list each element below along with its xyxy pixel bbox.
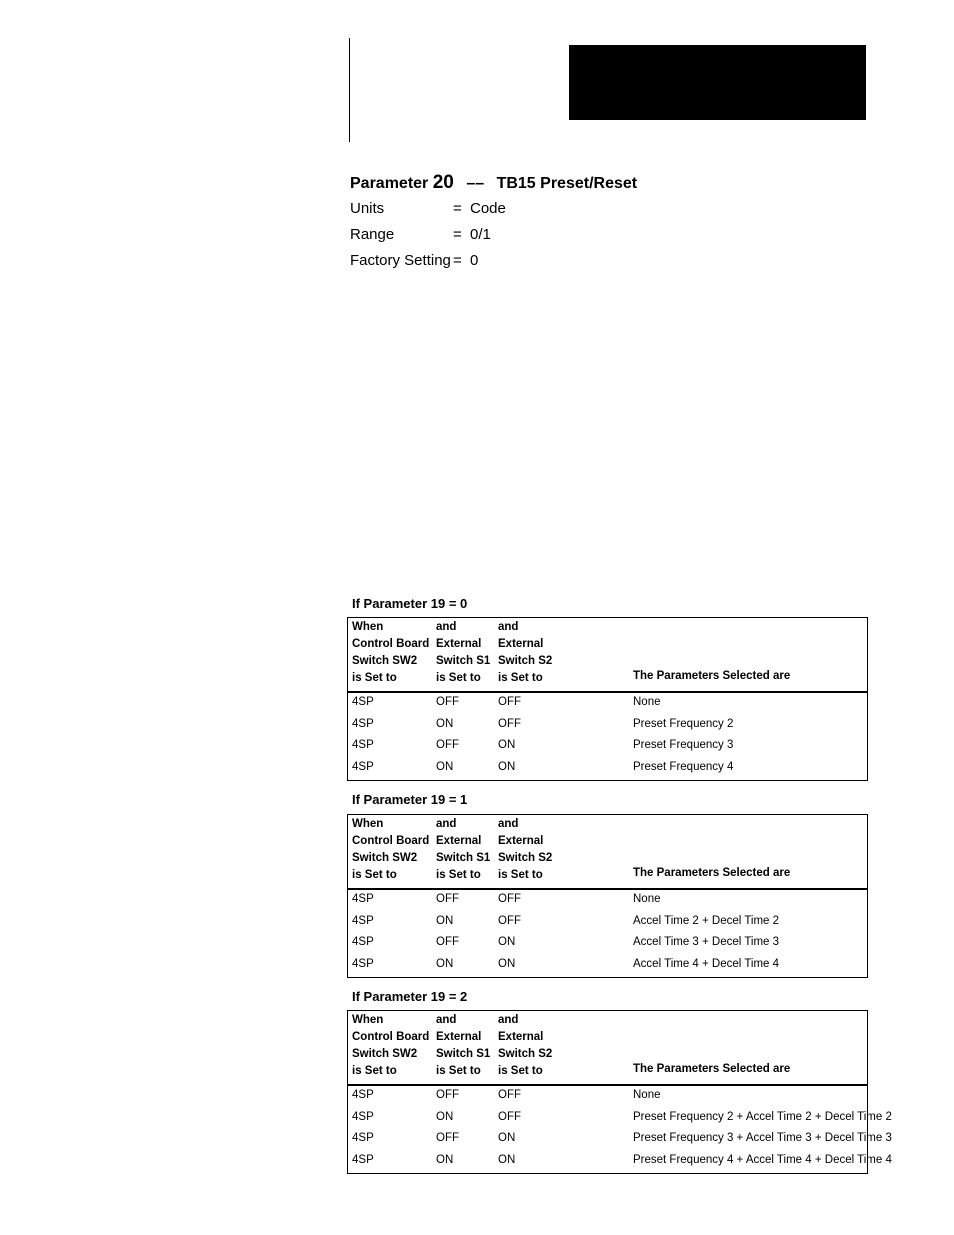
spec-units [350, 200, 506, 217]
parameter-label: Parameter [350, 175, 429, 192]
spec-equals: = [453, 226, 462, 243]
table-row: 4SP OFF OFF None [352, 696, 661, 708]
header-col-s2: and External Switch S2 is Set to [498, 621, 553, 684]
margin-rule [349, 38, 350, 142]
table-row: 4SP OFF ON Preset Frequency 3 [352, 739, 734, 752]
header-col-s1: and External Switch S1 is Set to [436, 818, 491, 881]
table-row: 4SP ON OFF Accel Time 2 + Decel Time 2 [352, 914, 780, 927]
header-col-parameters: The Parameters Selected are [633, 1063, 791, 1075]
table-row: 4SP OFF ON Accel Time 3 + Decel Time 3 [352, 936, 780, 949]
spec-value: 0/1 [470, 226, 491, 243]
table-heading: If Parameter 19 = 2 [352, 989, 468, 1004]
settings-table [347, 1010, 892, 1174]
header-col-s2: and External Switch S2 is Set to [498, 818, 553, 881]
table-row: 4SP ON OFF Preset Frequency 2 + Accel Time 2 + Decel Time 2 [352, 1110, 892, 1123]
header-col-sw2: When Control Board Switch SW2 is Set to [352, 818, 430, 881]
table-header [348, 1011, 867, 1086]
table-row: 4SP OFF OFF None [352, 893, 661, 905]
header-col-parameters: The Parameters Selected are [633, 670, 791, 682]
header-col-s2: and External Switch S2 is Set to [498, 1014, 553, 1077]
spec-label: Units [350, 200, 385, 217]
table-row: 4SP ON ON Preset Frequency 4 [352, 761, 734, 774]
spec-equals: = [453, 200, 462, 217]
header-col-sw2: When Control Board Switch SW2 is Set to [352, 621, 430, 684]
table-row: 4SP ON ON Preset Frequency 4 + Accel Time 4 + Decel Time 4 [352, 1154, 892, 1167]
parameter-title [350, 172, 637, 194]
parameter-dash: –– [466, 175, 485, 192]
spec-factory-setting [350, 252, 478, 269]
spec-range [350, 226, 491, 243]
parameter-number: 20 [432, 172, 454, 193]
spec-value: Code [470, 200, 506, 217]
table-row: 4SP ON OFF Preset Frequency 2 [352, 717, 734, 730]
header-col-s1: and External Switch S1 is Set to [436, 621, 491, 684]
spec-label: Range [350, 226, 395, 243]
parameter-name: TB15 Preset/Reset [496, 175, 638, 192]
table-row: 4SP ON ON Accel Time 4 + Decel Time 4 [352, 958, 780, 971]
chapter-tab-block [569, 45, 866, 120]
table-header [348, 815, 867, 890]
header-col-parameters: The Parameters Selected are [633, 867, 791, 879]
table-heading: If Parameter 19 = 1 [352, 792, 468, 807]
header-col-sw2: When Control Board Switch SW2 is Set to [352, 1014, 430, 1077]
table-row: 4SP OFF OFF None [352, 1089, 661, 1101]
spec-equals: = [453, 252, 462, 269]
spec-value: 0 [470, 252, 479, 269]
header-col-s1: and External Switch S1 is Set to [436, 1014, 491, 1077]
table-header [348, 618, 867, 693]
table-heading: If Parameter 19 = 0 [352, 596, 468, 611]
spec-label: Factory Setting [350, 252, 451, 269]
settings-table [347, 617, 868, 781]
settings-table [347, 814, 868, 978]
table-row: 4SP OFF ON Preset Frequency 3 + Accel Time 3 + Decel Time 3 [352, 1132, 892, 1145]
